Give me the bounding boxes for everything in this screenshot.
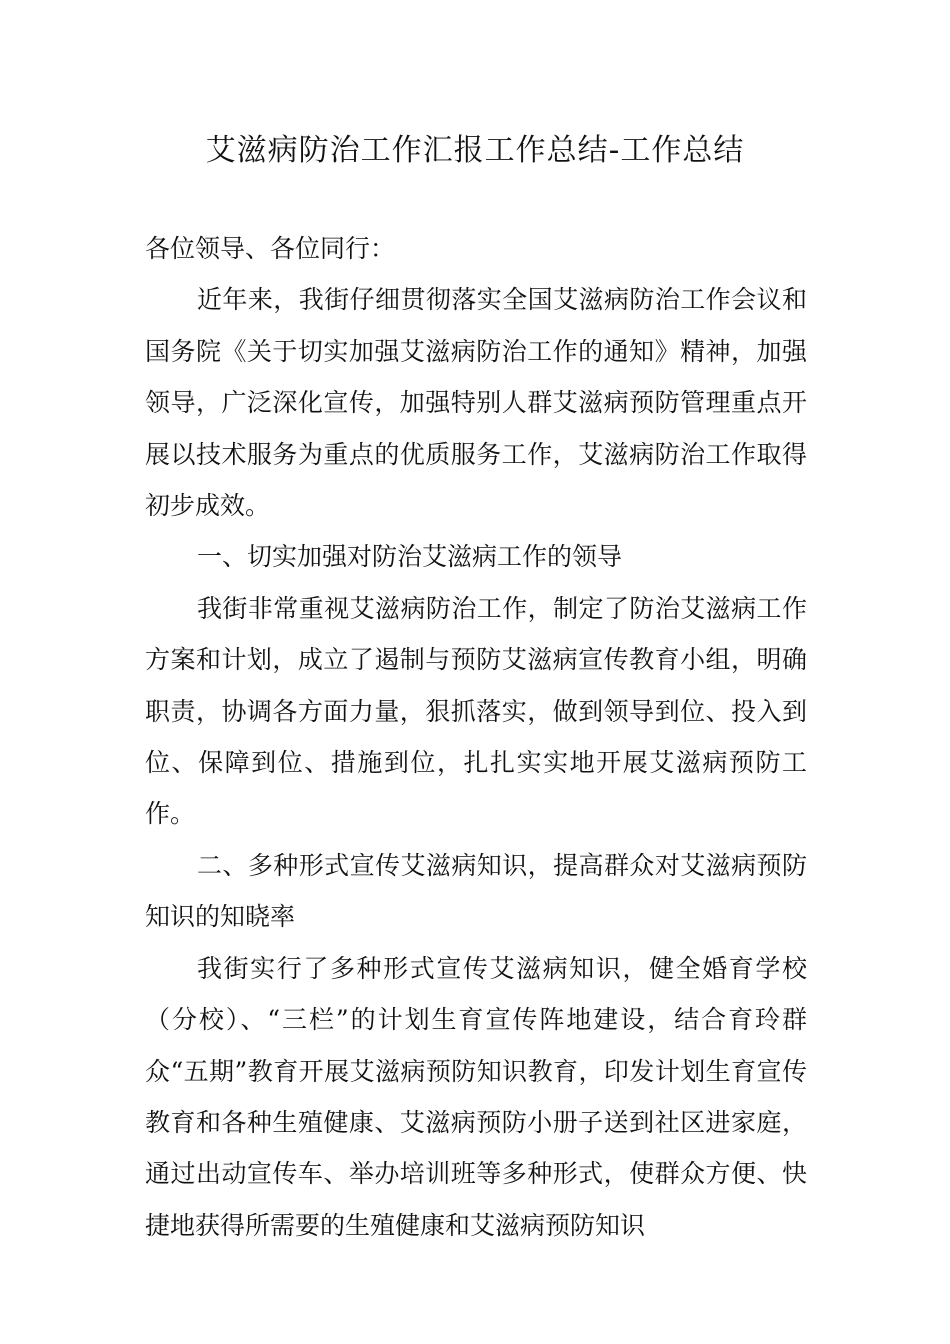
section-paragraph-2: 我街实行了多种形式宣传艾滋病知识，健全婚育学校（分校）、“三栏”的计划生育宣传阵地建设，结合育玲群众“五期”教育开展艾滋病预防知识教育，印发计划生育宣传教育和各种生殖健康、艾滋病预防小册子送到社区进家庭，通过出动宣传车、举办培训班等多种形式，使群众方便、快捷地获得所需要的生殖健康和艾滋病预防知识 [145, 953, 807, 1240]
section-heading-2: 二、多种形式宣传艾滋病知识，提高群众对艾滋病预防知识的知晓率 [145, 850, 807, 932]
section-heading-1: 一、切实加强对防治艾滋病工作的领导 [197, 542, 623, 572]
intro-paragraph: 近年来，我街仔细贯彻落实全国艾滋病防治工作会议和国务院《关于切实加强艾滋病防治工作的通知》精神，加强领导，广泛深化宣传，加强特别人群艾滋病预防管理重点开展以技术服务为重点的优质服务工作，艾滋病防治工作取得初步成效。 [145, 285, 807, 521]
document-title: 艾滋病防治工作汇报工作总结-工作总结 [205, 133, 745, 168]
document-body [145, 223, 807, 1251]
section-paragraph-1: 我街非常重视艾滋病防治工作，制定了防治艾滋病工作方案和计划，成立了遏制与预防艾滋病宣传教育小组，明确职责，协调各方面力量，狠抓落实，做到领导到位、投入到位、保障到位、措施到位，扎扎实实地开展艾滋病预防工作。 [145, 593, 807, 829]
salutation: 各位领导、各位同行： [145, 234, 396, 263]
